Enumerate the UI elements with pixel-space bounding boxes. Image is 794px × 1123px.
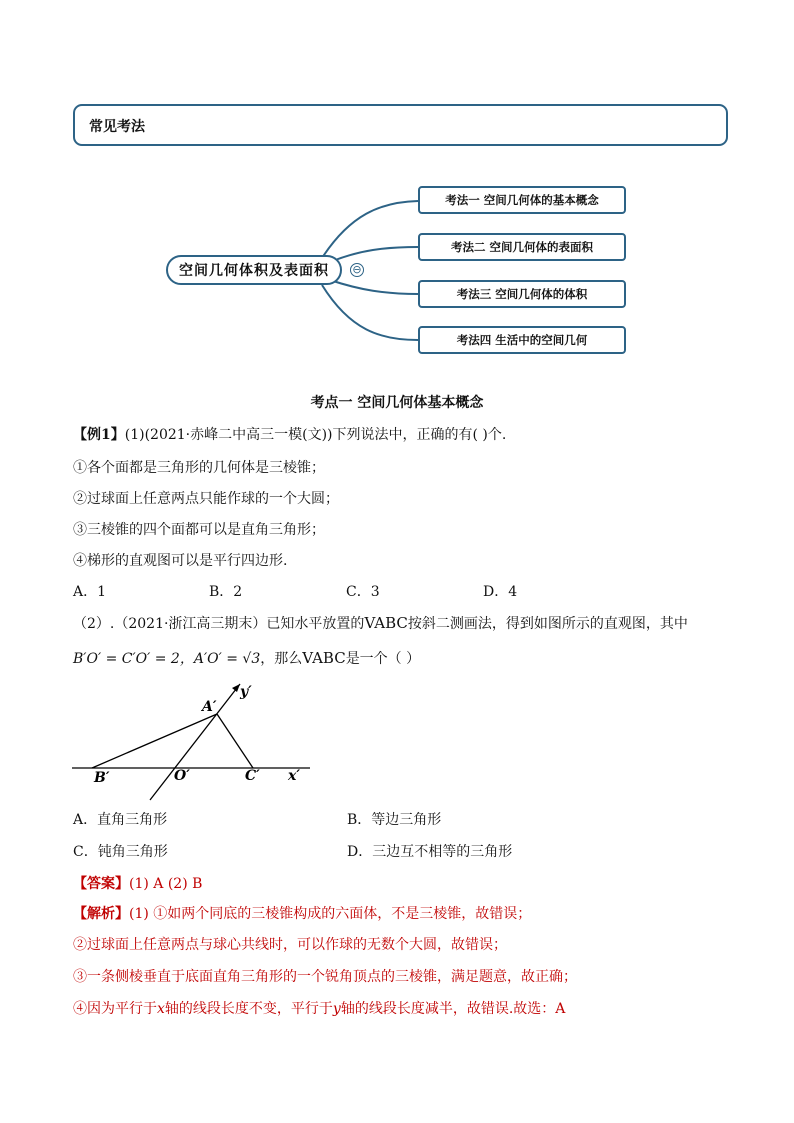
- q2-pre: （2）.（2021·浙江高三期末）已知水平放置的: [73, 616, 365, 632]
- mindmap-child-1[interactable]: 考法一 空间几何体的基本概念: [418, 186, 626, 214]
- segment-AC: [217, 714, 253, 768]
- analysis-line-2: ②过球面上任意两点与球心共线时，可以作球的无数个大圆，故错误；: [73, 937, 507, 953]
- label-y: y′: [240, 684, 252, 700]
- q2-triangle: VABC: [364, 614, 408, 632]
- label-O: O′: [174, 768, 190, 784]
- analysis-line-3: ③一条侧棱垂直于底面直角三角形的一个锐角顶点的三棱锥，满足题意，故正确；: [73, 969, 577, 985]
- q1-option-c: C．3: [346, 584, 380, 600]
- q2-option-a: A．直角三角形: [73, 812, 168, 828]
- q1-option-d: D．4: [483, 584, 518, 600]
- mindmap-child-4[interactable]: 考法四 生活中的空间几何: [418, 326, 626, 354]
- q2-options-row-2: [73, 841, 723, 861]
- analysis-line-4: [73, 998, 565, 1018]
- question-1-text: (1)(2021·赤峰二中高三一模(文))下列说法中，正确的有( )个.: [124, 427, 507, 443]
- statement-4: ④梯形的直观图可以是平行四边形.: [73, 553, 288, 569]
- analysis-4a: ④因为平行于: [73, 1001, 157, 1017]
- connector-3: [330, 280, 418, 294]
- q2-option-c: C．钝角三角形: [73, 844, 168, 860]
- mindmap-root[interactable]: 空间几何体积及表面积: [166, 255, 342, 285]
- mindmap-connectors: [0, 0, 794, 400]
- analysis-line-1: [73, 903, 531, 923]
- oblique-figure: [60, 676, 320, 806]
- q2-post: 按斜二测画法，得到如图所示的直观图，其中: [407, 616, 688, 632]
- analysis-label: 【解析】: [73, 906, 129, 922]
- collapse-toggle-icon[interactable]: ⊖: [350, 263, 364, 277]
- header-title: 常见考法: [89, 119, 145, 135]
- q2-question-end: 是一个（ ）: [345, 651, 421, 667]
- connector-2: [330, 247, 418, 262]
- question-2-line-2: [73, 648, 420, 668]
- y-axis: [150, 684, 240, 800]
- q1-option-b: B．2: [209, 584, 243, 600]
- q2-triangle-2: VABC: [302, 649, 346, 667]
- label-C: C′: [245, 768, 260, 784]
- q2-sqrt: √3: [242, 651, 261, 667]
- q1-options: [73, 581, 723, 601]
- y-axis-arrow: [232, 684, 240, 692]
- statement-1: ①各个面都是三角形的几何体是三棱锥；: [73, 460, 325, 476]
- q2-equation: B′O′ = C′O′ = 2，A′O′ =: [73, 651, 243, 667]
- answer-text: (1) A (2) B: [129, 876, 203, 892]
- q2-options-row-1: [73, 809, 723, 829]
- analysis-x-var: x: [157, 1001, 165, 1017]
- question-1: [73, 424, 506, 444]
- label-A: A′: [202, 699, 217, 715]
- label-x: x′: [288, 768, 301, 784]
- analysis-text-1: (1) ①如两个同底的三棱锥构成的六面体，不是三棱锥，故错误；: [129, 906, 532, 922]
- answer-line: [73, 873, 202, 893]
- statement-2: ②过球面上任意两点只能作球的一个大圆；: [73, 491, 339, 507]
- q2-then: ，那么: [260, 651, 303, 667]
- label-B: B′: [94, 770, 110, 786]
- segment-BA: [92, 714, 217, 768]
- analysis-y-var: y: [332, 1001, 341, 1017]
- connector-1: [322, 201, 418, 258]
- q1-option-a: A．1: [73, 584, 107, 600]
- statement-3: ③三棱锥的四个面都可以是直角三角形；: [73, 522, 325, 538]
- q2-option-d: D．三边互不相等的三角形: [347, 844, 513, 860]
- section-title: 考点一 空间几何体基本概念: [310, 395, 484, 411]
- mindmap-child-2[interactable]: 考法二 空间几何体的表面积: [418, 233, 626, 261]
- answer-label: 【答案】: [73, 876, 129, 892]
- question-2-line-1: [73, 613, 688, 633]
- mindmap-child-3[interactable]: 考法三 空间几何体的体积: [418, 280, 626, 308]
- analysis-4b: 轴的线段长度不变，平行于: [164, 1001, 333, 1017]
- example-label: 【例1】: [73, 427, 125, 443]
- q2-option-b: B．等边三角形: [347, 812, 442, 828]
- analysis-4c: 轴的线段长度减半，故错误.故选：A: [340, 1001, 566, 1017]
